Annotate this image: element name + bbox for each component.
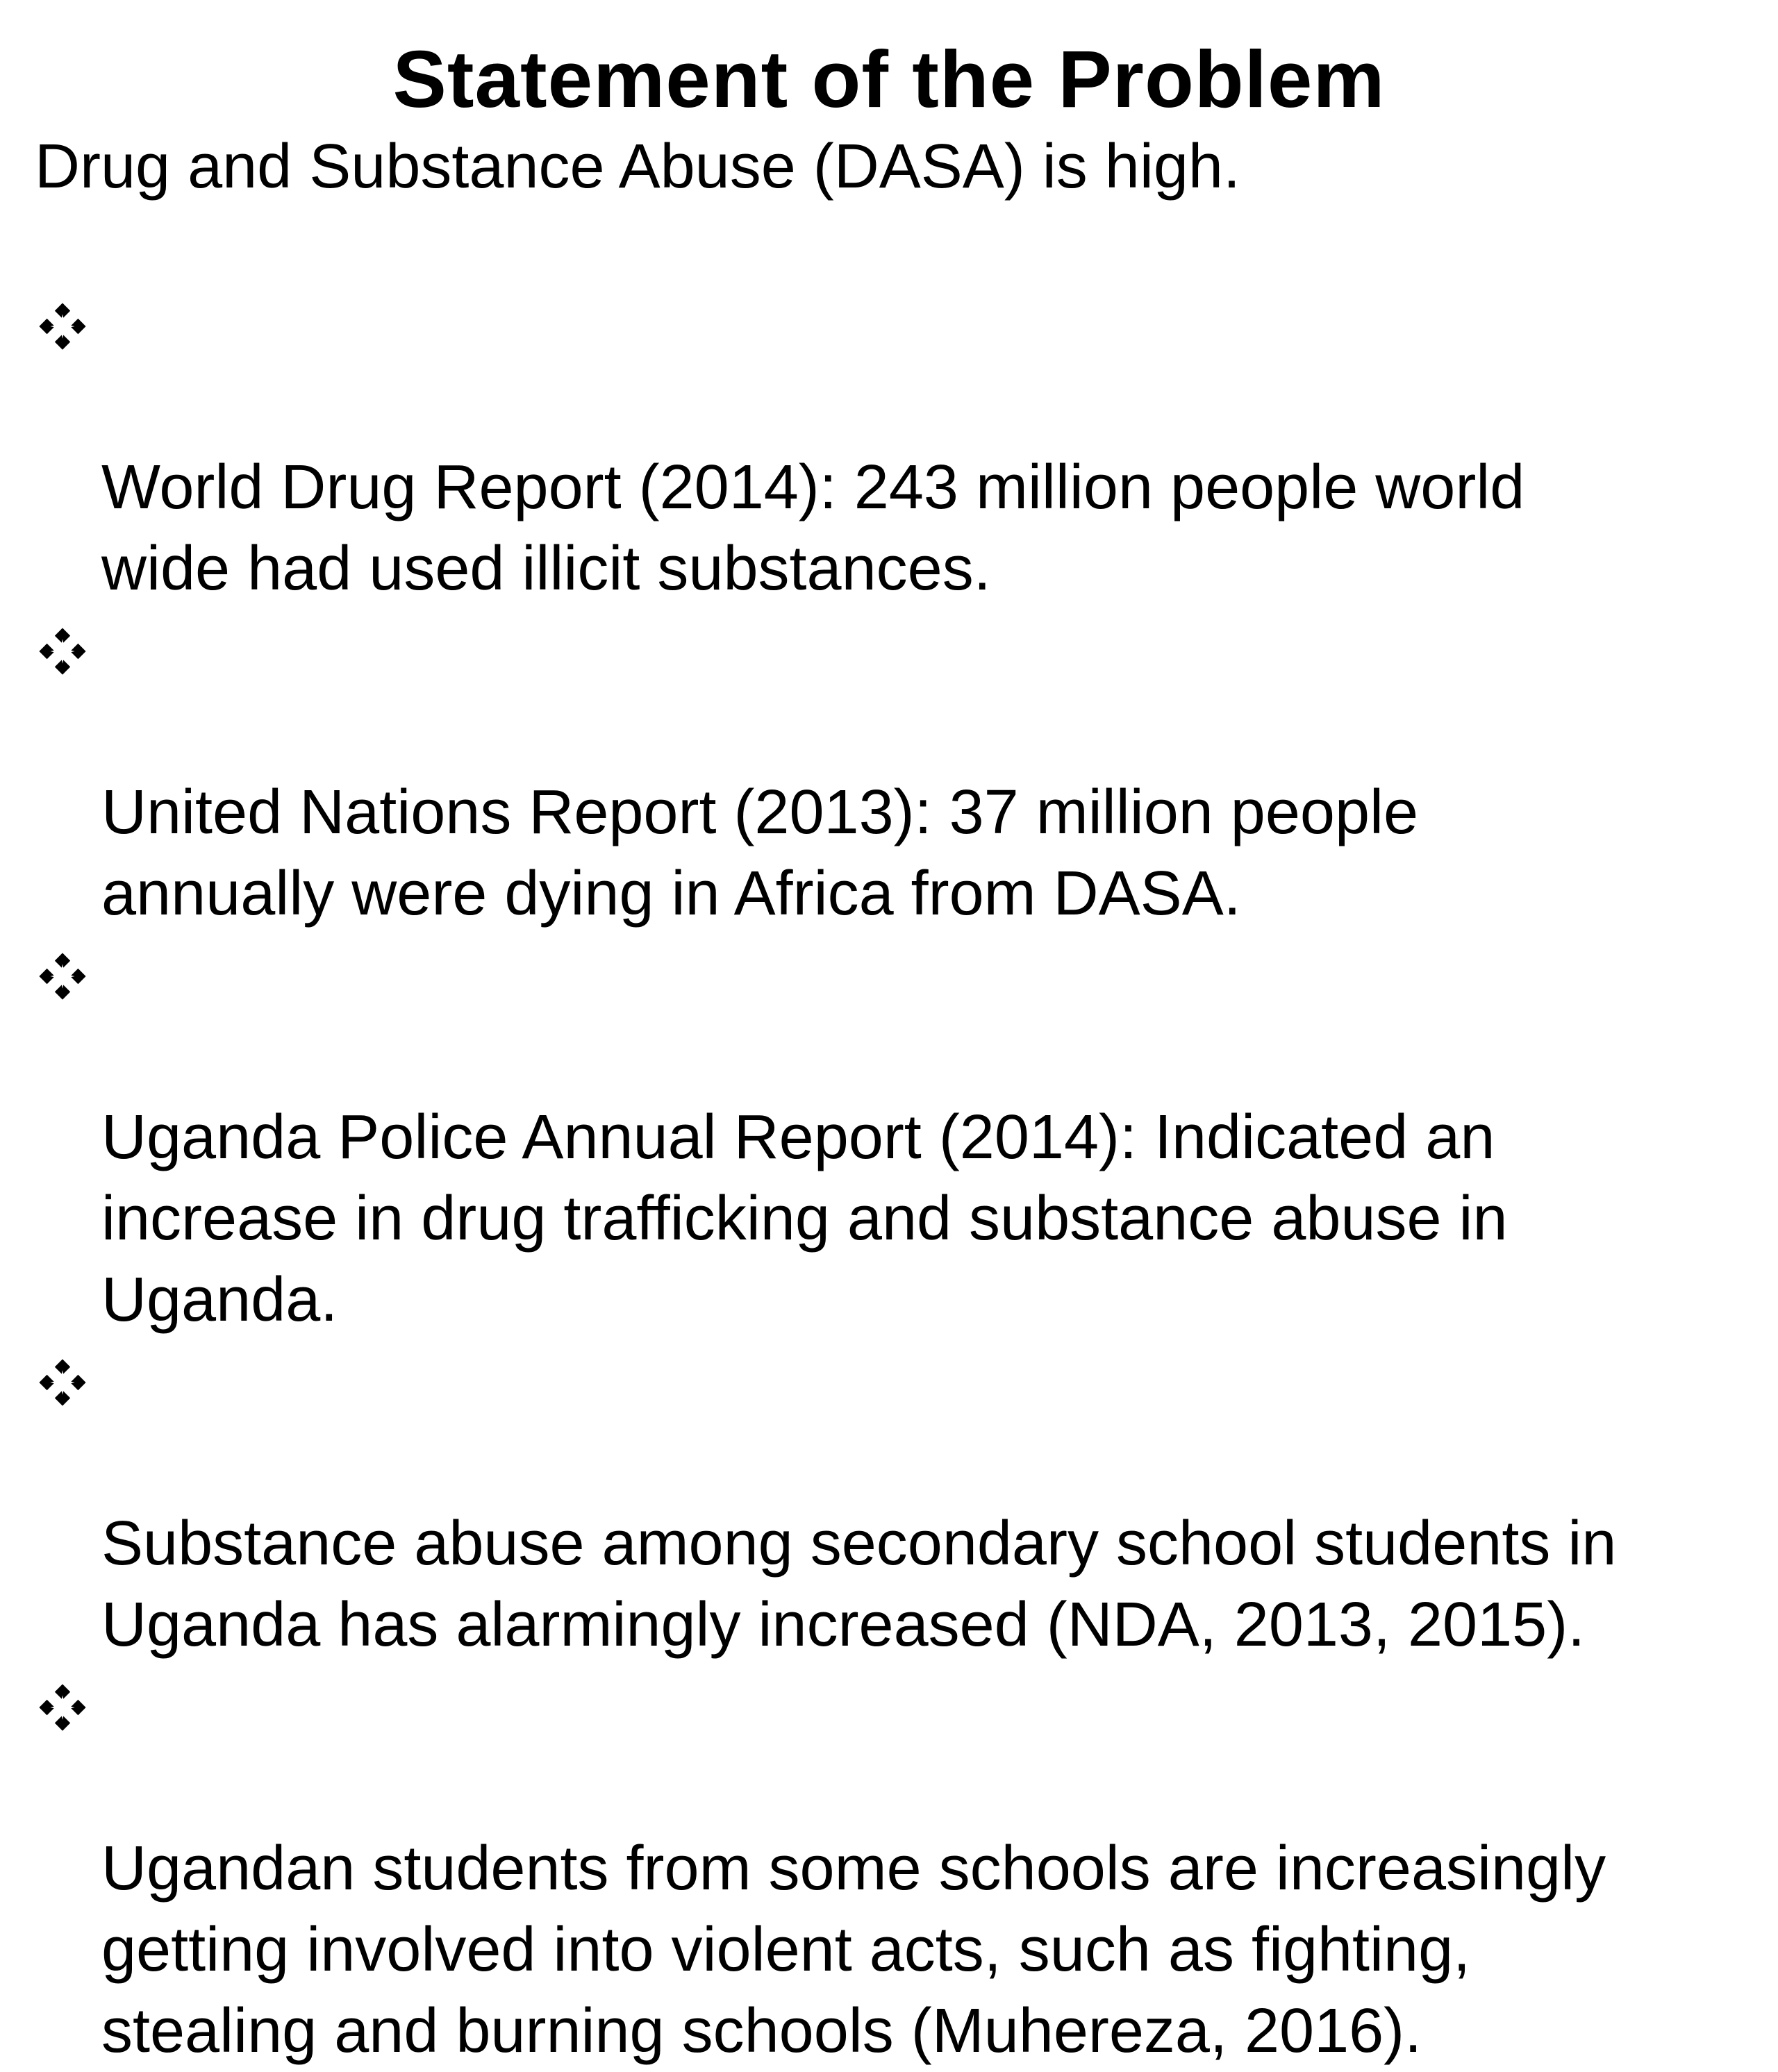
bullet-list bbox=[35, 285, 1743, 2072]
intro-text: Drug and Substance Abuse (DASA) is high. bbox=[35, 132, 1240, 201]
four-diamond-bullet-icon bbox=[35, 949, 90, 1004]
bullet-item bbox=[35, 1341, 1743, 1666]
bullet-text: United Nations Report (2013): 37 million people annually were dying in Africa from DASA. bbox=[101, 778, 1419, 928]
bullet-item bbox=[35, 610, 1743, 935]
four-diamond-bullet-icon bbox=[35, 1680, 90, 1735]
slide-title: Statement of the Problem bbox=[392, 34, 1386, 124]
bullet-text: World Drug Report (2014): 243 million people world wide had used illicit substances. bbox=[101, 453, 1525, 603]
bullet-text: Uganda Police Annual Report (2014): Indicated an increase in drug trafficking and substance abuse in Uganda. bbox=[101, 1103, 1508, 1335]
bullet-text: Ugandan students from some schools are increasingly getting involved into violent acts, such as fighting, stealing and burning schools (Muhereza, 2016). bbox=[101, 1834, 1606, 2066]
four-diamond-bullet-icon bbox=[35, 624, 90, 679]
four-diamond-bullet-icon bbox=[35, 1355, 90, 1410]
four-diamond-bullet-icon bbox=[35, 299, 90, 354]
bullet-text: Substance abuse among secondary school students in Uganda has alarmingly increased (NDA, 2013, 2015). bbox=[101, 1509, 1617, 1660]
bullet-item bbox=[35, 285, 1743, 610]
bullet-item bbox=[35, 1666, 1743, 2072]
bullet-item bbox=[35, 935, 1743, 1341]
